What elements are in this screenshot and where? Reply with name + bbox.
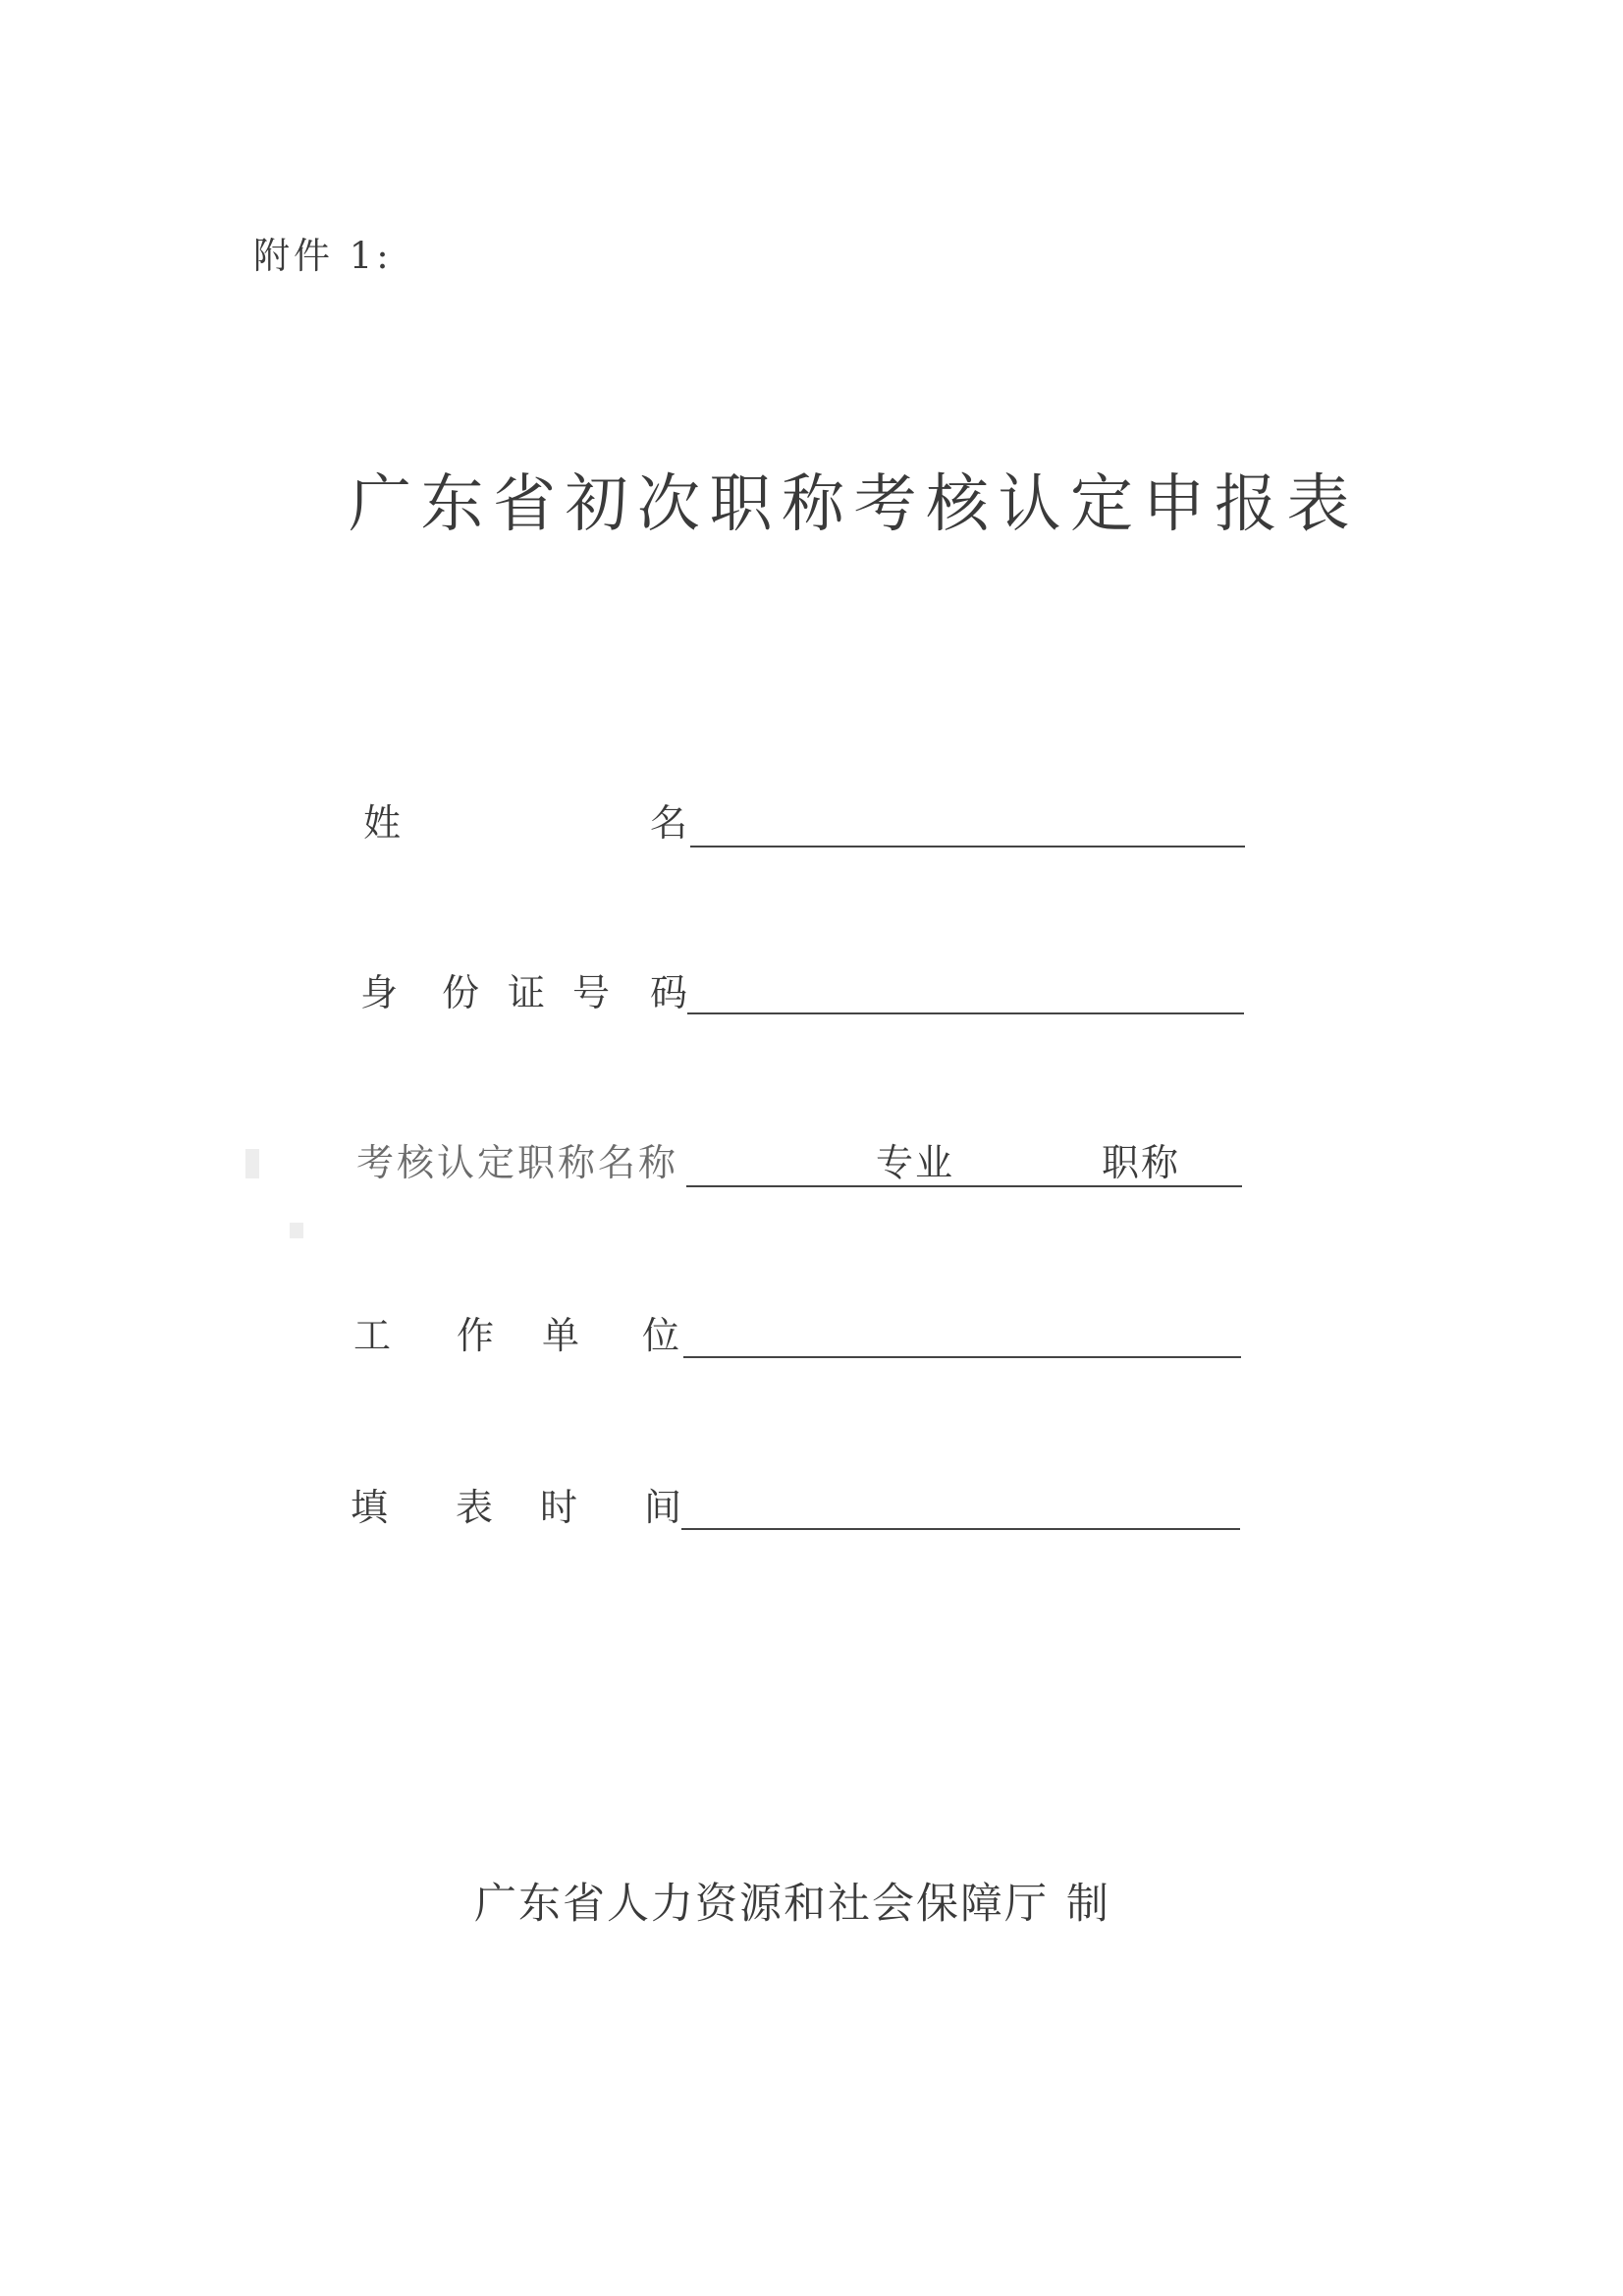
title-suffix: 职称 — [1102, 1141, 1181, 1184]
field-row-title-name — [0, 1143, 1623, 1202]
specialty-suffix: 专业 — [876, 1141, 955, 1184]
field-row-name — [0, 803, 1623, 862]
attachment-label: 附件 1: — [253, 235, 393, 277]
label-char: 填 — [351, 1486, 389, 1529]
field-row-work-unit — [0, 1316, 1623, 1375]
title-input-line[interactable] — [873, 1185, 1242, 1187]
issuer-suffix: 制 — [1066, 1880, 1110, 1929]
label-char: 身 — [360, 971, 399, 1014]
label-char: 姓 — [363, 801, 402, 845]
label-char: 作 — [457, 1314, 495, 1357]
issuer-name: 广东省人力资源和社会保障厅 — [474, 1880, 1049, 1929]
label-char: 单 — [542, 1314, 580, 1357]
label-char: 表 — [456, 1486, 494, 1529]
label-char: 间 — [644, 1486, 682, 1529]
specialty-input-line[interactable] — [686, 1185, 873, 1187]
scan-artifact — [245, 1149, 259, 1178]
issuer-footer — [474, 1871, 1110, 1931]
label-char: 号 — [572, 971, 611, 1014]
id-number-input-line[interactable] — [687, 1012, 1244, 1014]
label-char: 证 — [508, 971, 546, 1014]
title-name-label: 考核认定职称名称 — [356, 1141, 679, 1184]
page-title: 广东省初次职称考核认定申报表 — [349, 468, 1359, 541]
name-input-line[interactable] — [690, 846, 1245, 847]
label-char: 时 — [540, 1486, 578, 1529]
work-unit-input-line[interactable] — [683, 1356, 1241, 1358]
label-char: 码 — [650, 971, 688, 1014]
label-char: 工 — [353, 1314, 392, 1357]
scan-artifact — [290, 1223, 303, 1238]
label-char: 份 — [442, 971, 480, 1014]
field-row-fill-date — [0, 1488, 1623, 1547]
fill-date-input-line[interactable] — [681, 1528, 1240, 1530]
label-char: 名 — [650, 801, 688, 845]
field-row-id-number — [0, 973, 1623, 1032]
label-char: 位 — [642, 1314, 680, 1357]
